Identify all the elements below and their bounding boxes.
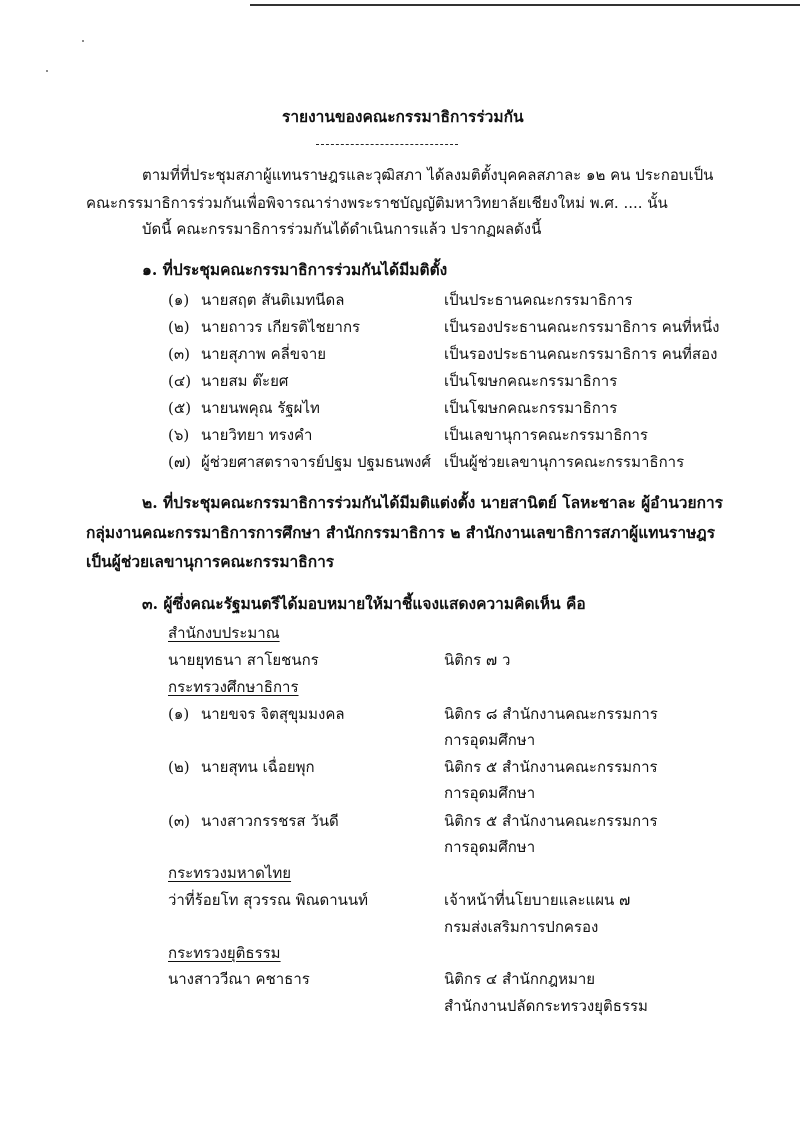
official-name: นางสาวกรรชรส วันดี [201, 812, 339, 830]
scan-speck [82, 40, 84, 42]
member-role: เป็นโฆษกคณะกรรมาธิการ [444, 372, 618, 390]
official-position-cont: สำนักงานปลัดกระทรวงยุติธรรม [444, 997, 648, 1015]
official-position-cont: การอุดมศึกษา [444, 731, 536, 749]
scan-top-border [250, 4, 800, 6]
official-position: นิติกร ๔ สำนักกฎหมาย [444, 970, 596, 988]
agency-heading: กระทรวงมหาดไทย [168, 864, 292, 882]
member-role: เป็นรองประธานคณะกรรมาธิการ คนที่สอง [444, 345, 718, 363]
official-position: นิติกร ๕ สำนักงานคณะกรรมการ [444, 812, 658, 830]
member-num: (๕) [168, 399, 192, 417]
member-name: นายวิทยา ทรงคำ [201, 426, 313, 444]
section2-line: เป็นผู้ช่วยเลขานุการคณะกรรมาธิการ [86, 552, 335, 571]
member-num: (๑) [168, 291, 190, 309]
member-num: (๓) [168, 345, 190, 363]
official-position-cont: กรมส่งเสริมการปกครอง [444, 918, 599, 936]
member-num: (๒) [168, 318, 190, 336]
member-name: นายสุภาพ คลี่ขจาย [201, 345, 327, 363]
official-name: นายสุทน เฉื่อยพุก [201, 758, 315, 776]
section3-heading: ๓. ผู้ซึ่งคณะรัฐมนตรีได้มอบหมายให้มาชี้แจงแสดงความคิดเห็น คือ [142, 594, 586, 613]
member-num: (๔) [168, 372, 192, 390]
member-role: เป็นประธานคณะกรรมาธิการ [444, 291, 633, 309]
official-position: นิติกร ๗ ว [444, 651, 511, 669]
official-name: ว่าที่ร้อยโท สุวรรณ พิณดานนท์ [168, 891, 369, 909]
agency-heading: กระทรวงยุติธรรม [168, 944, 281, 962]
member-name: นายนพคุณ รัฐผไท [201, 399, 320, 417]
official-name: นายยุทธนา สาโยชนกร [168, 651, 319, 669]
official-position-cont: การอุดมศึกษา [444, 838, 536, 856]
section1-heading: ๑. ที่ประชุมคณะกรรมาธิการร่วมกันได้มีมติตั้ง [142, 260, 448, 279]
member-name: นายสฤต สันติเมทนีดล [201, 291, 345, 309]
intro-line: คณะกรรมาธิการร่วมกันเพื่อพิจารณาร่างพระราชบัญญัติมหาวิทยาลัยเชียงใหม่ พ.ศ. .... นั้น [86, 194, 668, 212]
member-name: นายถาวร เกียรติไชยากร [201, 318, 361, 336]
official-num: (๓) [168, 812, 190, 830]
official-name: นายขจร จิตสุขุมมงคล [201, 705, 345, 723]
scan-speck [46, 70, 48, 72]
section2-line: กลุ่มงานคณะกรรมาธิการการศึกษา สำนักกรรมาธิการ ๒ สำนักงานเลขาธิการสภาผู้แทนราษฎร [86, 523, 716, 542]
member-role: เป็นรองประธานคณะกรรมาธิการ คนที่หนึ่ง [444, 318, 720, 336]
member-role: เป็นเลขานุการคณะกรรมาธิการ [444, 426, 648, 444]
intro-line: ตามที่ที่ประชุมสภาผู้แทนราษฎรและวุฒิสภา ได้ลงมติตั้งบุคคลสภาละ ๑๒ คน ประกอบเป็น [142, 166, 714, 184]
member-num: (๖) [168, 426, 190, 444]
intro-line: บัดนี้ คณะกรรมาธิการร่วมกันได้ดำเนินการแล้ว ปรากฏผลดังนี้ [142, 220, 542, 238]
official-name: นางสาววีณา คชาธาร [168, 970, 310, 988]
section2-line: ๒. ที่ประชุมคณะกรรมาธิการร่วมกันได้มีมติแต่งตั้ง นายสานิตย์ โลหะชาละ ผู้อำนวยการ [142, 493, 723, 512]
agency-heading: สำนักงบประมาณ [168, 624, 280, 642]
official-position: นิติกร ๘ สำนักงานคณะกรรมการ [444, 705, 658, 723]
member-num: (๗) [168, 453, 191, 471]
document-title: รายงานของคณะกรรมาธิการร่วมกัน [282, 107, 524, 126]
member-role: เป็นผู้ช่วยเลขานุการคณะกรรมาธิการ [444, 453, 685, 471]
title-separator [316, 144, 458, 145]
official-num: (๑) [168, 705, 190, 723]
agency-heading: กระทรวงศึกษาธิการ [168, 678, 299, 696]
official-num: (๒) [168, 758, 190, 776]
official-position-cont: การอุดมศึกษา [444, 784, 536, 802]
member-name: ผู้ช่วยศาสตราจารย์ปฐม ปฐมธนพงศ์ [201, 453, 431, 471]
official-position: เจ้าหน้าที่นโยบายและแผน ๗ [444, 891, 631, 909]
official-position: นิติกร ๕ สำนักงานคณะกรรมการ [444, 758, 658, 776]
member-role: เป็นโฆษกคณะกรรมาธิการ [444, 399, 618, 417]
member-name: นายสม ต๊ะยศ [201, 372, 289, 390]
